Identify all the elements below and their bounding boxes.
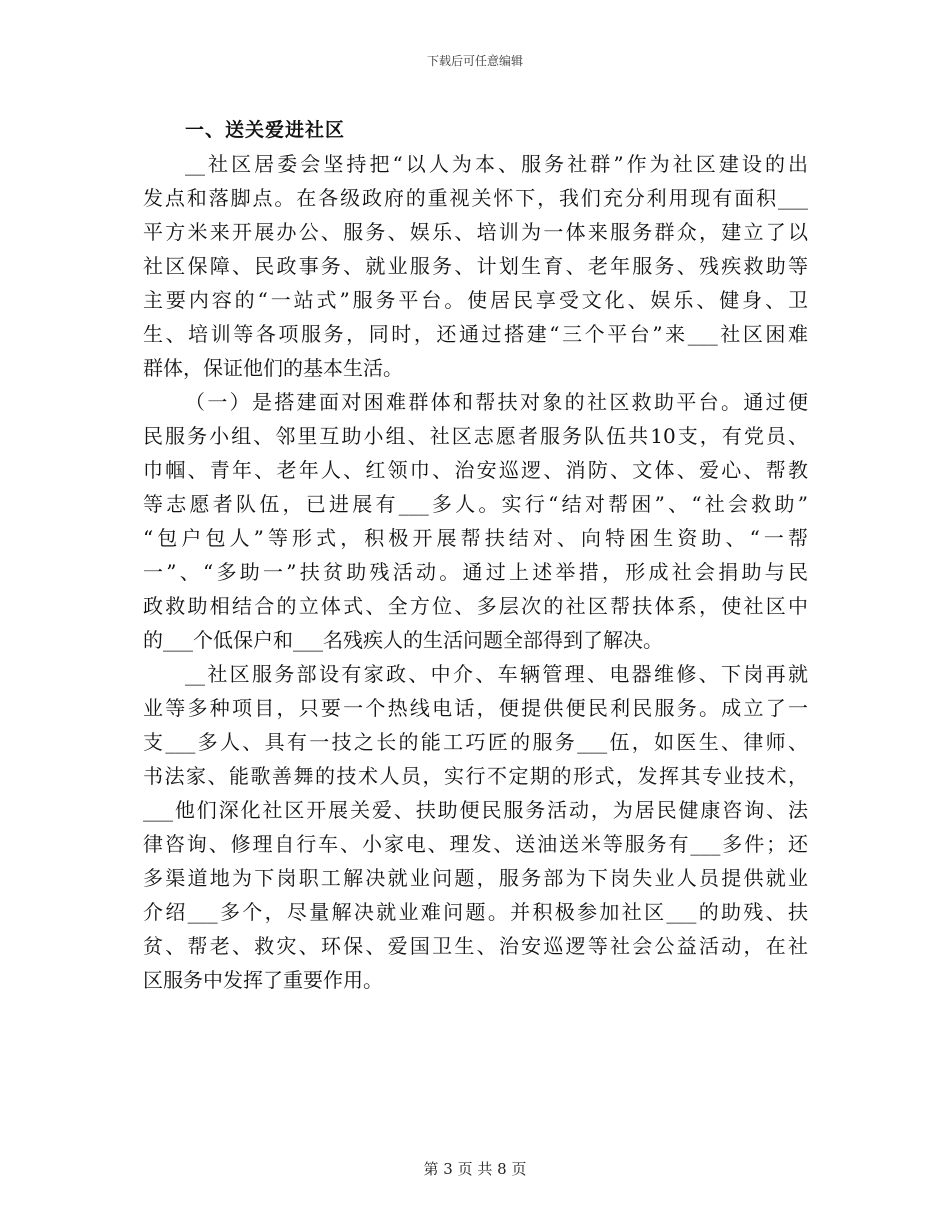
paragraph-line: 政救助相结合的立体式、全方位、多层次的社区帮扶体系，使社区中 [143, 594, 808, 618]
paragraph-line: “包户包人”等形式，积极开展帮扶结对、向特困生资助、“一帮 [143, 526, 808, 550]
paragraph-1 [143, 147, 808, 385]
paragraph-2 [143, 385, 808, 657]
document-body [143, 113, 808, 997]
paragraph-line: 书法家、能歌善舞的技术人员，实行不定期的形式，发挥其专业技术， [143, 764, 808, 788]
paragraph-line: ___他们深化社区开展关爱、扶助便民服务活动，为居民健康咨询、法 [143, 798, 808, 822]
paragraph-line: 生、培训等各项服务，同时，还通过搭建“三个平台”来___社区困难 [143, 322, 808, 346]
paragraph-line: 支___多人、具有一技之长的能工巧匠的服务___伍，如医生、律师、 [143, 730, 808, 754]
paragraph-3 [143, 657, 808, 997]
paragraph-line: 发点和落脚点。在各级政府的重视关怀下，我们充分利用现有面积___ [143, 186, 808, 210]
section-title: 一、送关爱进社区 [185, 119, 346, 141]
paragraph-line: 平方米来开展办公、服务、娱乐、培训为一体来服务群众，建立了以 [143, 220, 808, 244]
page-header: 下载后可任意编辑 [426, 54, 523, 68]
paragraph-line: （一）是搭建面对困难群体和帮扶对象的社区救助平台。通过便 [185, 390, 808, 414]
paragraph-line: 业等多种项目，只要一个热线电话，便提供便民利民服务。成立了一 [143, 696, 808, 720]
paragraph-line: 多渠道地为下岗职工解决就业问题，服务部为下岗失业人员提供就业 [143, 866, 808, 890]
paragraph-line: 群体，保证他们的基本生活。 [143, 356, 403, 380]
paragraph-line: 社区保障、民政事务、就业服务、计划生育、老年服务、残疾救助等 [143, 254, 808, 278]
paragraph-line: 区服务中发挥了重要作用。 [143, 968, 383, 992]
paragraph-line: __社区居委会坚持把“以人为本、服务社群”作为社区建设的出 [185, 152, 808, 176]
paragraph-line: 贫、帮老、救灾、环保、爱国卫生、治安巡逻等社会公益活动，在社 [143, 934, 808, 958]
page-number: 第 3 页 共 8 页 [423, 1160, 527, 1178]
paragraph-line: 一”、“多助一”扶贫助残活动。通过上述举措，形成社会捐助与民 [143, 560, 808, 584]
paragraph-line: 的___个低保户和___名残疾人的生活问题全部得到了解决。 [143, 628, 663, 652]
paragraph-line: 介绍___多个，尽量解决就业难问题。并积极参加社区___的助残、扶 [143, 900, 808, 924]
paragraph-line: 等志愿者队伍，已进展有___多人。实行“结对帮困”、“社会救助” [143, 492, 808, 516]
paragraph-line: 律咨询、修理自行车、小家电、理发、送油送米等服务有___多件；还 [143, 832, 808, 856]
paragraph-line: 民服务小组、邻里互助小组、社区志愿者服务队伍共10支，有党员、 [143, 424, 808, 448]
paragraph-line: __社区服务部设有家政、中介、车辆管理、电器维修、下岗再就 [185, 662, 808, 686]
paragraph-line: 巾帼、青年、老年人、红领巾、治安巡逻、消防、文体、爱心、帮教 [143, 458, 808, 482]
paragraph-line: 主要内容的“一站式”服务平台。使居民享受文化、娱乐、健身、卫 [143, 288, 808, 312]
